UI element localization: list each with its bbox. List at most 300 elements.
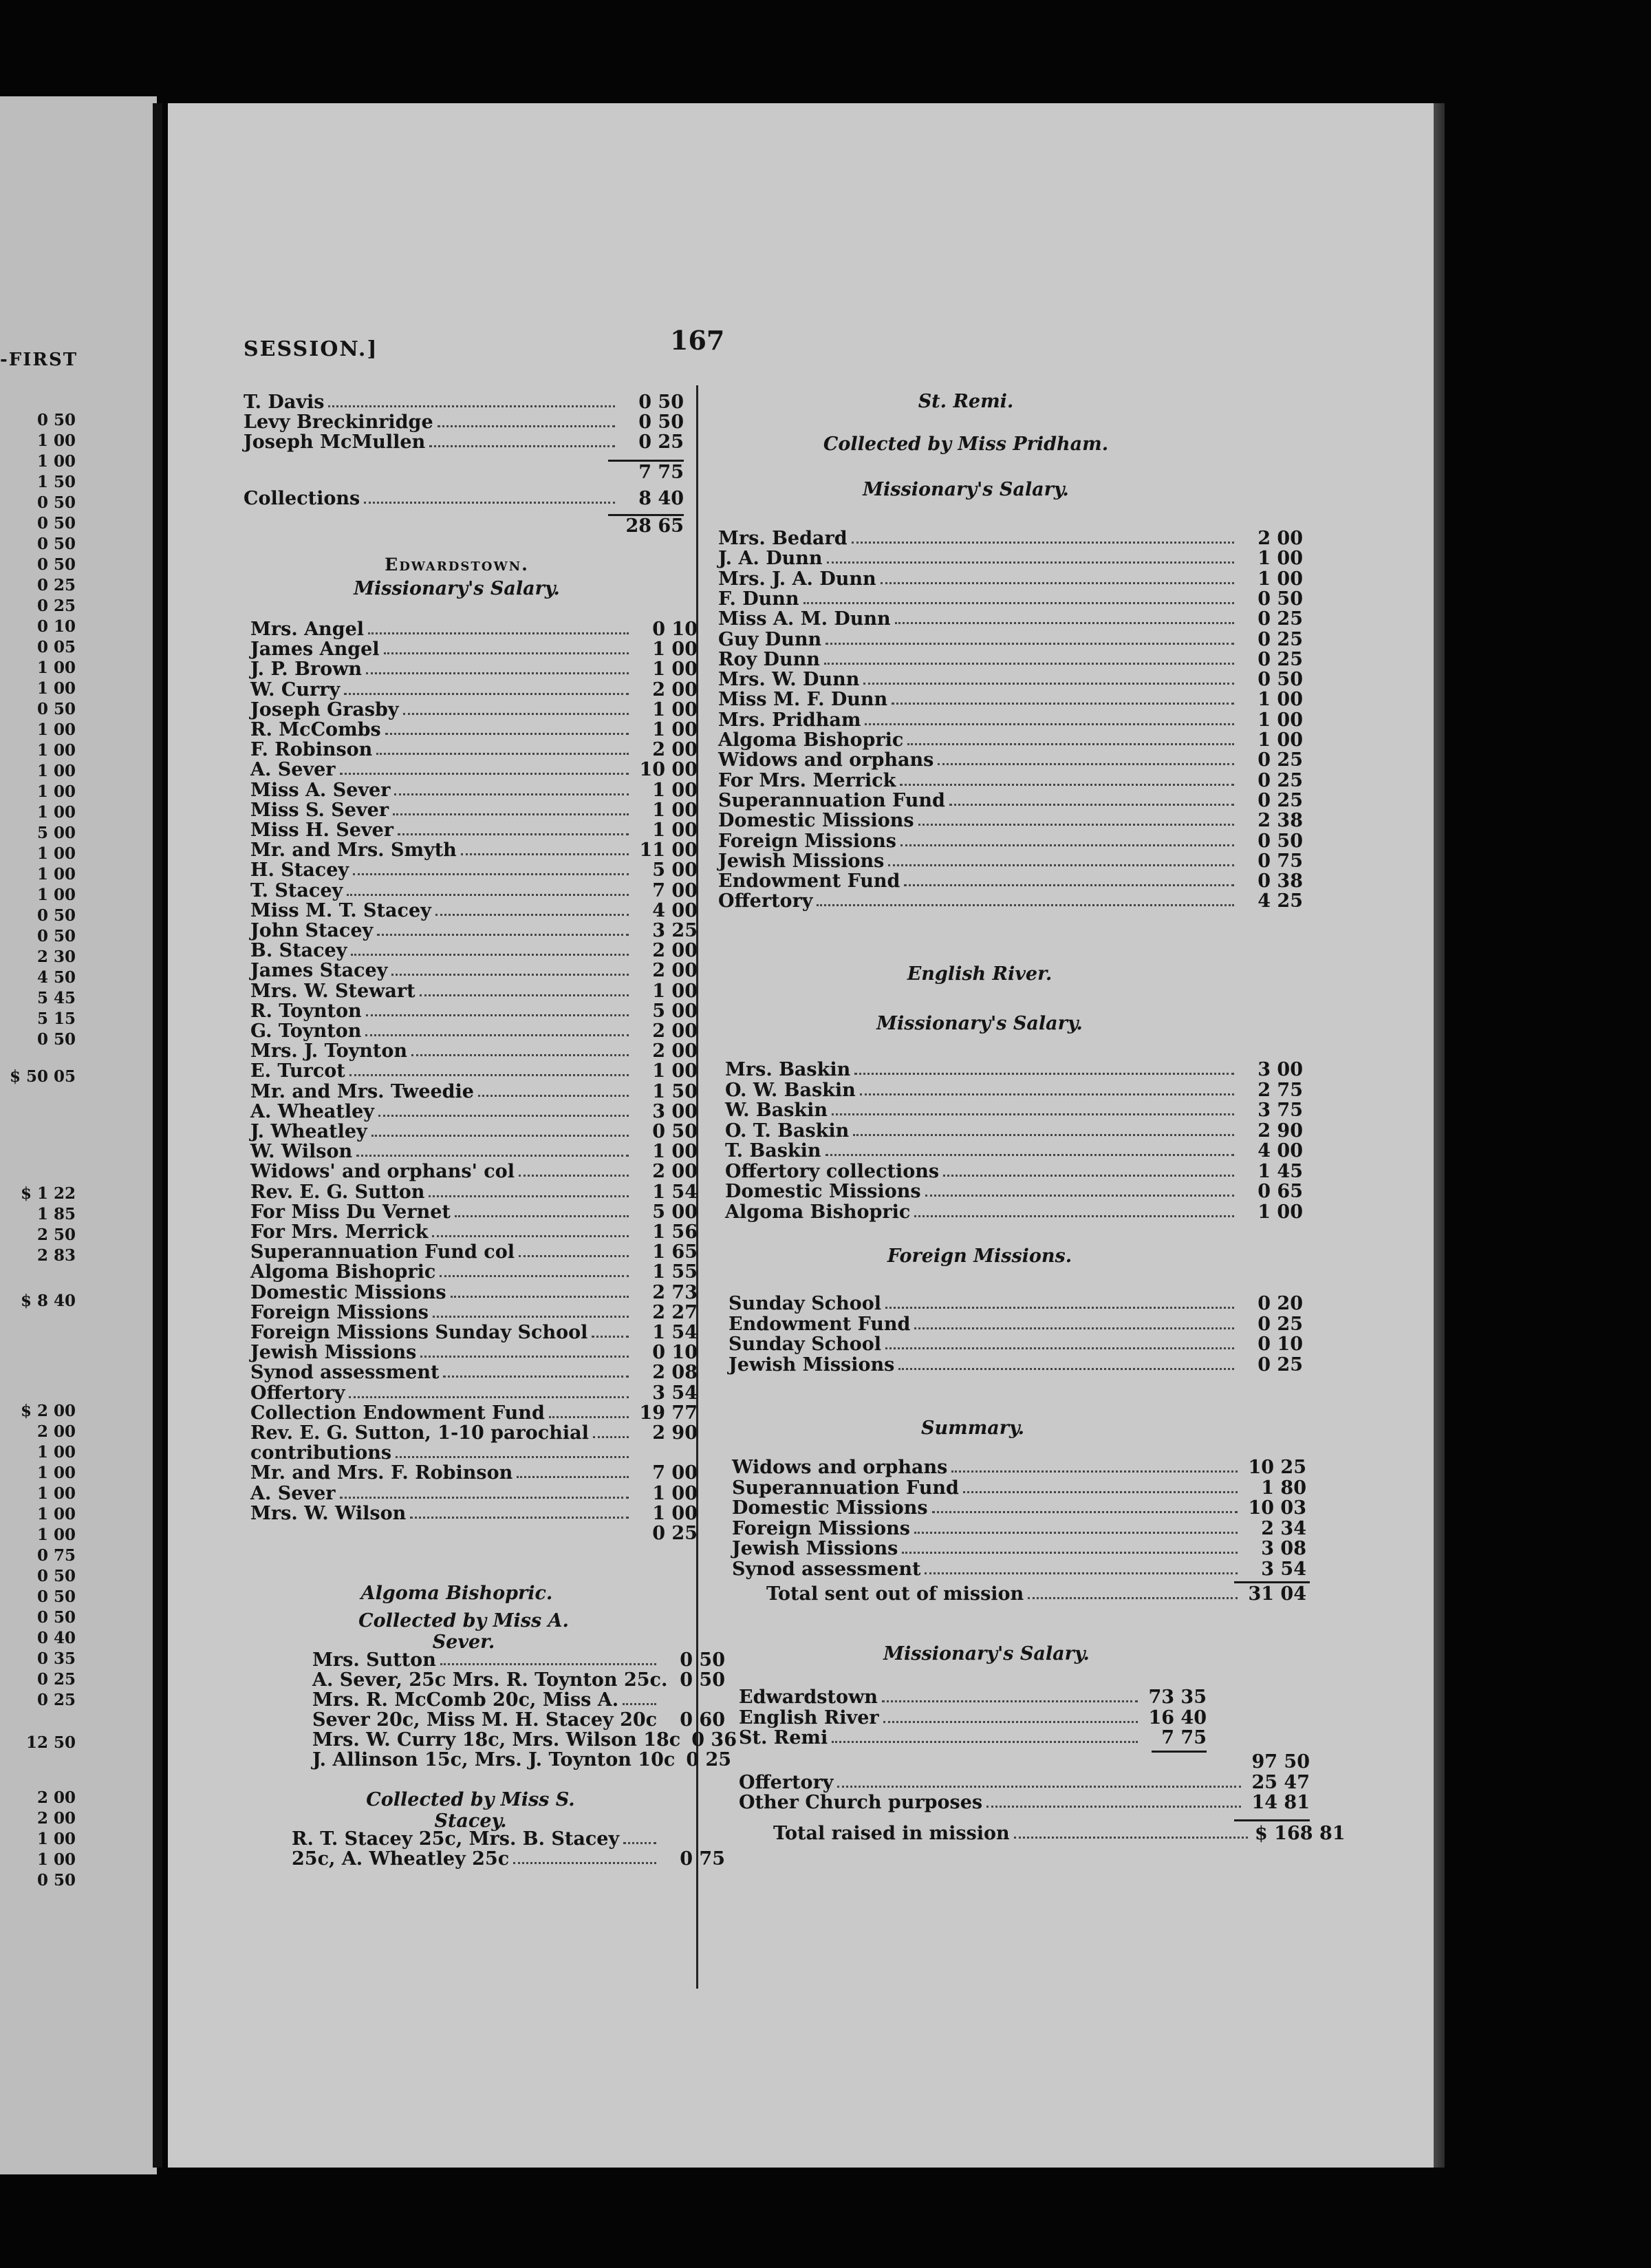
entry-amount: 0 50 — [1258, 588, 1303, 610]
entry-amount: 1 54 — [652, 1181, 698, 1203]
leader-dots — [895, 622, 1234, 624]
entry-label: Mrs. J. Toynton — [250, 1040, 408, 1062]
ledger-entry — [725, 1162, 1303, 1182]
previous-total: $ 50 05 — [9, 1067, 76, 1086]
entry-label: Mrs. W. Dunn — [718, 669, 860, 691]
entry-label: R. T. Stacey 25c, Mrs. B. Stacey — [292, 1828, 620, 1850]
leader-dots — [393, 813, 629, 815]
entry-label: W. Baskin — [725, 1100, 828, 1121]
entry-label: Sunday School — [729, 1334, 882, 1355]
entry-label: Miss A. Sever — [250, 779, 391, 801]
entry-label: Algoma Bishopric — [725, 1201, 911, 1223]
entry-amount: 3 00 — [652, 1100, 698, 1122]
ledger-entry — [732, 1457, 1306, 1478]
ledger-entry — [250, 1383, 698, 1404]
leader-dots — [837, 1786, 1241, 1788]
leader-dots — [914, 1327, 1234, 1329]
entry-amount: 3 00 — [1258, 1059, 1303, 1080]
leader-dots — [860, 1093, 1234, 1095]
entry-label: Mrs. Bedard — [718, 528, 848, 549]
entry-label: contributions — [250, 1442, 392, 1464]
entry-label: English River — [739, 1707, 879, 1729]
entry-amount: 4 00 — [1258, 1140, 1303, 1162]
section-subtitle: Collected by Miss S. Stacey. — [366, 1789, 575, 1832]
ledger-entry — [718, 609, 1303, 630]
ledger-entry — [250, 881, 698, 901]
leader-dots — [433, 1316, 629, 1318]
leader-dots — [478, 1095, 629, 1097]
leader-dots — [376, 753, 629, 755]
entry-label: Superannuation Fund — [718, 789, 945, 811]
previous-value: 1 00 — [36, 1505, 76, 1523]
leader-dots — [918, 824, 1234, 826]
ledger-entry — [250, 840, 698, 861]
entry-label: Superannuation Fund col — [250, 1241, 515, 1263]
leader-dots — [394, 793, 629, 795]
ledger-entry — [250, 820, 698, 841]
entry-label: Jewish Missions — [732, 1538, 898, 1559]
entry-label: Levy Breckinridge — [244, 411, 433, 433]
entry-amount: 0 25 — [1258, 628, 1303, 650]
leader-dots — [592, 1336, 629, 1338]
entry-amount: 10 25 — [1248, 1457, 1306, 1478]
previous-value: 1 00 — [36, 1850, 76, 1869]
ledger-entry — [312, 1690, 725, 1711]
ledger-entry — [718, 891, 1303, 912]
previous-value: 4 50 — [36, 968, 76, 987]
entry-label: Algoma Bishopric — [718, 729, 904, 751]
previous-value: 1 00 — [36, 720, 76, 739]
leader-dots — [549, 1416, 629, 1418]
entry-label: 25c, A. Wheatley 25c — [292, 1848, 510, 1870]
previous-value: 0 75 — [36, 1546, 76, 1565]
ledger-entry — [250, 1504, 698, 1524]
previous-value: $ 2 00 — [20, 1402, 76, 1420]
ledger-entry — [250, 680, 698, 700]
ledger-entry — [250, 1122, 698, 1142]
ledger-entry — [244, 392, 684, 413]
entry-amount: 3 54 — [652, 1382, 698, 1404]
entry-label: Endowment Fund — [729, 1313, 911, 1335]
leader-dots — [1014, 1837, 1248, 1839]
ledger-entry — [244, 412, 684, 433]
ledger-entry — [732, 1478, 1306, 1499]
leader-dots — [881, 582, 1234, 584]
leader-dots — [925, 1195, 1234, 1197]
leader-dots — [803, 602, 1234, 604]
leader-dots — [340, 773, 629, 775]
entry-amount: 2 00 — [652, 940, 698, 962]
ledger-entry — [718, 670, 1303, 690]
entry-amount: 0 25 — [652, 1523, 698, 1544]
leader-dots — [963, 1491, 1238, 1493]
leader-dots — [932, 1511, 1238, 1513]
ledger-entry — [732, 1498, 1306, 1519]
ledger-entry — [250, 1303, 698, 1323]
leader-dots — [593, 1436, 629, 1438]
previous-value: 1 00 — [36, 1464, 76, 1482]
leader-dots — [349, 1396, 629, 1398]
entry-amount: 1 50 — [652, 1080, 698, 1102]
entry-label: A. Wheatley — [250, 1100, 374, 1122]
leader-dots — [951, 1470, 1238, 1473]
leader-dots — [882, 1700, 1138, 1702]
entry-label: Foreign Missions — [732, 1517, 910, 1539]
entry-label: E. Turcot — [250, 1060, 345, 1082]
entry-amount: 19 77 — [639, 1402, 698, 1424]
entry-label: J. A. Dunn — [718, 548, 823, 570]
ledger-entry — [250, 961, 698, 981]
section-title: Missionary's Salary. — [883, 1643, 1090, 1665]
ledger-entry — [718, 589, 1303, 610]
ledger-entry — [766, 1584, 1306, 1605]
entry-amount: 0 50 — [1258, 830, 1303, 852]
ledger-entry — [250, 619, 698, 640]
entry-label: B. Stacey — [250, 940, 347, 962]
leader-dots — [377, 934, 629, 936]
ledger-entry — [312, 1650, 725, 1671]
previous-value: 1 85 — [36, 1205, 76, 1223]
ledger-entry — [250, 1082, 698, 1102]
leader-dots — [344, 693, 629, 695]
entry-amount: 1 00 — [652, 1502, 698, 1524]
previous-value: 0 25 — [36, 576, 76, 595]
leader-dots — [623, 1703, 656, 1705]
entry-amount: 1 00 — [652, 1060, 698, 1082]
previous-value: 0 50 — [36, 555, 76, 574]
leader-dots — [443, 1376, 629, 1378]
entry-amount: 11 00 — [639, 839, 698, 862]
entry-amount: 1 65 — [652, 1241, 698, 1263]
entry-amount: 1 00 — [652, 698, 698, 720]
previous-value: 1 00 — [36, 886, 76, 904]
entry-amount: 1 45 — [1258, 1160, 1303, 1182]
ledger-entry — [729, 1334, 1303, 1355]
leader-dots — [885, 1307, 1234, 1309]
entry-amount: 2 00 — [652, 678, 698, 700]
ledger-entry — [725, 1141, 1303, 1162]
page-167 — [168, 103, 1434, 2168]
ledger-entry — [250, 941, 698, 961]
entry-amount: 1 00 — [652, 799, 698, 821]
entry-label: James Angel — [250, 639, 380, 661]
entry-amount: 3 25 — [652, 920, 698, 941]
ledger-entry — [250, 981, 698, 1002]
ledger-entry — [250, 659, 698, 680]
ledger-entry — [718, 689, 1303, 710]
ledger-entry — [250, 1242, 698, 1263]
leader-dots — [904, 884, 1234, 886]
entry-label: Domestic Missions — [718, 810, 914, 832]
leader-dots — [883, 1721, 1138, 1723]
salary-total: 97 50 — [1251, 1751, 1310, 1773]
ledger-entry — [250, 1403, 698, 1424]
leader-dots — [351, 954, 629, 956]
entry-amount: 0 50 — [652, 1121, 698, 1142]
entry-label: A. Sever, 25c Mrs. R. Toynton 25c. — [312, 1669, 668, 1691]
entry-label: R. McCombs — [250, 719, 381, 740]
ledger-entry — [732, 1539, 1306, 1559]
entry-label: Foreign Missions Sunday School — [250, 1322, 588, 1343]
entry-amount: 1 00 — [1258, 709, 1303, 731]
entry-label: John Stacey — [250, 920, 374, 941]
entry-amount: 1 00 — [652, 1141, 698, 1163]
ledger-entry — [312, 1729, 737, 1751]
ledger-entry — [718, 750, 1303, 771]
entry-amount: 1 00 — [652, 779, 698, 801]
ledger-entry — [718, 528, 1303, 549]
leader-dots — [900, 844, 1234, 846]
entry-amount: 2 75 — [1258, 1079, 1303, 1101]
entry-amount: 1 80 — [1261, 1477, 1306, 1499]
ledger-entry — [718, 730, 1303, 751]
leader-dots — [943, 1175, 1234, 1177]
entry-label: Offertory — [250, 1382, 345, 1404]
entry-label: Mrs. R. McComb 20c, Miss A. — [312, 1689, 619, 1711]
entry-amount: 0 20 — [1258, 1293, 1303, 1314]
ledger-entry — [250, 1222, 698, 1243]
entry-amount: 1 00 — [1258, 568, 1303, 590]
entry-label: Endowment Fund — [718, 870, 900, 892]
entry-amount: 1 00 — [1258, 1201, 1303, 1223]
ledger-entry — [739, 1773, 1310, 1793]
entry-label: Superannuation Fund — [732, 1477, 959, 1499]
entry-label: Offertory — [739, 1772, 834, 1793]
ledger-entry — [732, 1519, 1306, 1539]
entry-amount: 0 10 — [1258, 1334, 1303, 1355]
previous-value: 2 00 — [36, 1788, 76, 1807]
ledger-entry — [250, 1021, 698, 1042]
entry-label: H. Stacey — [250, 859, 349, 881]
entry-label: Miss S. Sever — [250, 799, 389, 821]
entry-amount: 0 25 — [1258, 1354, 1303, 1376]
entry-amount: 0 75 — [1258, 850, 1303, 872]
previous-value: 0 50 — [36, 906, 76, 925]
leader-dots — [429, 445, 615, 447]
entry-amount: 16 40 — [1148, 1707, 1207, 1729]
ledger-entry — [250, 800, 698, 821]
ledger-entry — [250, 780, 698, 801]
leader-dots — [1028, 1597, 1238, 1599]
entry-label: Mrs. Sutton — [312, 1649, 436, 1671]
entry-amount: 14 81 — [1251, 1792, 1310, 1813]
entry-amount: 0 25 — [1258, 789, 1303, 811]
ledger-entry — [729, 1355, 1303, 1376]
ledger-entry — [718, 630, 1303, 650]
entry-amount: 7 00 — [652, 1462, 698, 1484]
ledger-entry — [250, 1323, 698, 1343]
entry-label: Collections — [244, 488, 360, 509]
entry-amount: 10 00 — [639, 759, 698, 781]
leader-dots — [440, 1275, 629, 1277]
leader-dots — [398, 833, 629, 835]
ledger-entry — [718, 650, 1303, 670]
entry-amount: 73 35 — [1148, 1687, 1207, 1708]
leader-dots — [385, 733, 629, 735]
entry-amount: 2 38 — [1258, 810, 1303, 832]
leader-dots — [826, 1154, 1234, 1156]
entry-amount: 2 73 — [652, 1281, 698, 1303]
leader-dots — [353, 873, 629, 875]
entry-label: G. Toynton — [250, 1020, 362, 1042]
previous-value: 0 25 — [36, 1670, 76, 1689]
ledger-entry — [718, 569, 1303, 590]
leader-dots — [438, 425, 615, 427]
entry-amount: 0 10 — [652, 1342, 698, 1364]
previous-value: 1 00 — [36, 865, 76, 884]
ledger-entry — [250, 1041, 698, 1062]
leader-dots — [519, 1175, 629, 1177]
entry-label: Algoma Bishopric — [250, 1261, 436, 1283]
entry-label: Collection Endowment Fund — [250, 1402, 545, 1424]
entry-label: Domestic Missions — [732, 1497, 928, 1519]
page-number: 167 — [670, 325, 725, 356]
entry-label: Mrs. W. Stewart — [250, 980, 416, 1002]
entry-label: Mr. and Mrs. F. Robinson — [250, 1462, 513, 1484]
leader-dots — [827, 561, 1234, 564]
leader-dots — [519, 1255, 629, 1257]
total: 28 65 — [625, 515, 684, 537]
entry-amount: 0 50 — [1258, 669, 1303, 691]
previous-value: 0 50 — [36, 1608, 76, 1627]
entry-amount: 1 54 — [652, 1322, 698, 1343]
previous-value: 0 35 — [36, 1649, 76, 1668]
entry-label: W. Curry — [250, 678, 341, 700]
entry-label: Mrs. J. A. Dunn — [718, 568, 876, 590]
leader-dots — [435, 914, 629, 916]
ledger-entry — [718, 791, 1303, 811]
previous-value: $ 1 22 — [20, 1184, 76, 1203]
previous-value: 1 00 — [36, 762, 76, 780]
entry-label: T. Stacey — [250, 879, 343, 901]
previous-value: 1 00 — [36, 782, 76, 801]
leader-dots — [898, 1368, 1234, 1370]
entry-amount: 2 00 — [652, 960, 698, 982]
entry-label: Offertory collections — [725, 1160, 940, 1182]
section-title: Algoma Bishopric. — [360, 1583, 553, 1604]
entry-label: J. P. Brown — [250, 659, 363, 681]
entry-label: Mrs. W. Wilson — [250, 1502, 407, 1524]
previous-value: 0 50 — [36, 535, 76, 553]
entry-amount: 1 00 — [1258, 689, 1303, 711]
entry-label: Jewish Missions — [250, 1342, 417, 1364]
ledger-entry — [250, 1423, 698, 1444]
leader-dots — [623, 1842, 656, 1844]
ledger-entry — [250, 860, 698, 881]
leader-dots — [885, 1347, 1234, 1349]
leader-dots — [824, 663, 1234, 665]
entry-label: Joseph McMullen — [244, 431, 426, 453]
ledger-entry — [250, 740, 698, 760]
entry-amount: 0 38 — [1258, 870, 1303, 892]
ledger-entry — [250, 1283, 698, 1303]
entry-label: F. Robinson — [250, 739, 373, 761]
leader-dots — [455, 1215, 629, 1217]
entry-label: J. Allinson 15c, Mrs. J. Toynton 10c — [312, 1749, 676, 1770]
ledger-entry — [250, 901, 698, 921]
entry-label: Total sent out of mission — [766, 1583, 1024, 1605]
ledger-entry — [250, 1342, 698, 1363]
previous-value: 0 50 — [36, 927, 76, 945]
ledger-entry — [739, 1708, 1207, 1729]
entry-amount: 0 25 — [638, 431, 684, 453]
entry-amount: 0 25 — [1258, 769, 1303, 791]
ledger-entry — [725, 1080, 1303, 1101]
ledger-entry — [250, 1262, 698, 1283]
leader-dots — [411, 1054, 629, 1056]
leader-dots — [902, 1552, 1238, 1554]
entry-amount: 2 90 — [1258, 1120, 1303, 1142]
previous-value: 0 10 — [36, 617, 76, 636]
leader-dots — [347, 894, 629, 896]
entry-amount: 2 00 — [652, 1040, 698, 1062]
ledger-entry — [250, 1102, 698, 1122]
entry-amount: 25 47 — [1251, 1772, 1310, 1793]
leader-dots — [986, 1806, 1241, 1808]
previous-value: 2 30 — [36, 948, 76, 966]
leader-dots — [420, 994, 629, 996]
entry-label: Widows' and orphans' col — [250, 1161, 515, 1183]
ledger-entry — [718, 710, 1303, 731]
entry-label: O. W. Baskin — [725, 1079, 856, 1101]
ledger-entry — [725, 1060, 1303, 1080]
section-subtitle: Missionary's Salary. — [863, 479, 1069, 500]
entry-amount: 1 00 — [652, 1482, 698, 1504]
entry-amount: 1 00 — [1258, 729, 1303, 751]
leader-dots — [817, 904, 1234, 906]
section-subtitle: Missionary's Salary. — [354, 578, 560, 599]
sum-rule — [1152, 1751, 1207, 1753]
previous-value: 0 50 — [36, 1587, 76, 1606]
leader-dots — [517, 1476, 629, 1478]
previous-value: 1 50 — [36, 473, 76, 491]
entry-label: For Mrs. Merrick — [718, 769, 896, 791]
previous-value: 1 00 — [36, 1484, 76, 1503]
entry-label: Widows and orphans — [718, 749, 934, 771]
entry-label: Foreign Missions — [718, 830, 896, 852]
entry-label: Other Church purposes — [739, 1792, 983, 1813]
ledger-entry — [718, 851, 1303, 872]
entry-label: Jewish Missions — [729, 1354, 895, 1376]
leader-dots — [853, 1134, 1234, 1136]
entry-amount: 2 00 — [1258, 528, 1303, 549]
entry-amount: 0 50 — [680, 1649, 725, 1671]
entry-amount: 2 00 — [652, 1020, 698, 1042]
entry-amount: 0 65 — [1258, 1181, 1303, 1202]
entry-amount: 10 03 — [1248, 1497, 1306, 1519]
leader-dots — [914, 1215, 1234, 1217]
entry-amount: 3 75 — [1258, 1100, 1303, 1121]
entry-amount: 31 04 — [1248, 1583, 1306, 1605]
previous-value: 5 45 — [36, 989, 76, 1007]
previous-value: 1 00 — [36, 844, 76, 863]
leader-dots — [368, 632, 629, 634]
entry-amount: 2 00 — [652, 1161, 698, 1183]
leader-dots — [863, 683, 1234, 685]
previous-value: 2 00 — [36, 1422, 76, 1441]
leader-dots — [925, 1572, 1238, 1574]
previous-value: 0 25 — [36, 1691, 76, 1709]
entry-label: Synod assessment — [250, 1362, 440, 1384]
previous-value: 1 00 — [36, 803, 76, 822]
ledger-entry — [732, 1559, 1306, 1580]
previous-page-heading: -FIRST — [0, 350, 78, 370]
ledger-entry — [312, 1710, 725, 1731]
entry-amount: 0 10 — [652, 619, 698, 640]
previous-value: 1 00 — [36, 1443, 76, 1462]
leader-dots — [865, 723, 1234, 725]
ledger-entry — [739, 1793, 1310, 1813]
